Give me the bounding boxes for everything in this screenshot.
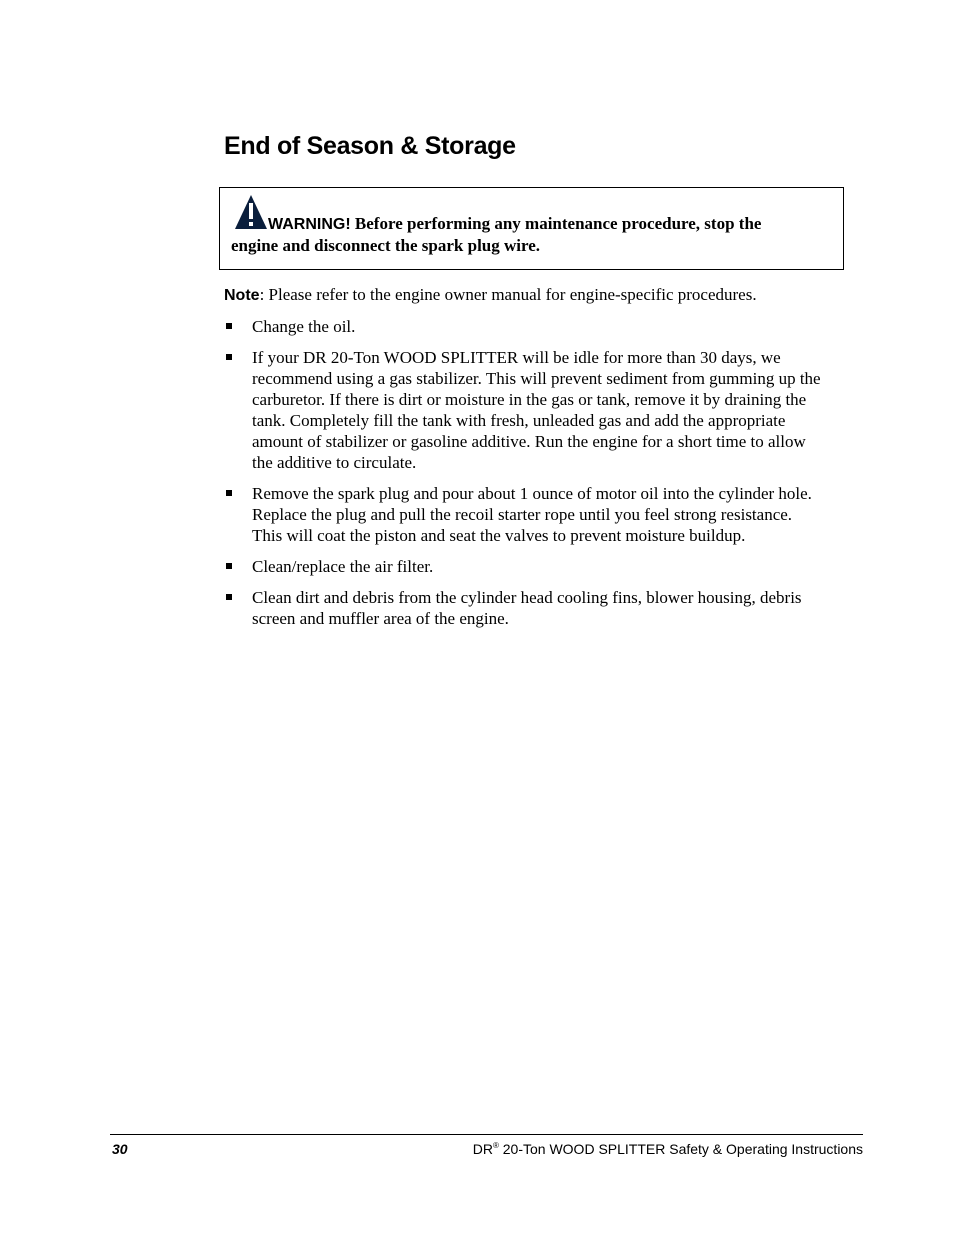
list-item-line: If your DR 20-Ton WOOD SPLITTER will be idle for more than 30 days, we: [252, 348, 781, 367]
list-item: [224, 347, 864, 473]
page-number: 30: [112, 1141, 128, 1157]
list-item-line: tank. Completely fill the tank with fresh, unleaded gas and add the appropriate: [252, 411, 786, 430]
warning-line-1: [268, 214, 761, 234]
warning-triangle-icon: [234, 194, 268, 230]
list-item: [224, 556, 864, 577]
list-item: [224, 587, 864, 629]
list-item-line: the additive to circulate.: [252, 453, 417, 472]
registered-mark: ®: [492, 1141, 499, 1150]
bullet-square-icon: [226, 323, 232, 329]
bullet-square-icon: [226, 563, 232, 569]
list-item: [224, 483, 864, 546]
note: [224, 285, 757, 305]
page-title: End of Season & Storage: [224, 132, 516, 160]
note-label: Note: [224, 287, 260, 304]
list-item-line: Clean dirt and debris from the cylinder head cooling fins, blower housing, debris: [252, 588, 802, 607]
maintenance-list: [224, 316, 864, 639]
list-item-line: This will coat the piston and seat the valves to prevent moisture buildup.: [252, 526, 746, 545]
note-text: : Please refer to the engine owner manual for engine-specific procedures.: [259, 285, 757, 304]
warning-text-1: Before performing any maintenance procedure, stop the: [350, 214, 762, 233]
warning-box: [219, 187, 844, 270]
bullet-square-icon: [226, 490, 232, 496]
list-item-line: Change the oil.: [252, 317, 356, 336]
list-item-line: Clean/replace the air filter.: [252, 557, 434, 576]
footer-divider: [110, 1134, 863, 1135]
bullet-square-icon: [226, 594, 232, 600]
list-item-line: recommend using a gas stabilizer. This will prevent sediment from gumming up the: [252, 369, 821, 388]
bullet-square-icon: [226, 354, 232, 360]
list-item-line: amount of stabilizer or gasoline additive. Run the engine for a short time to allow: [252, 432, 806, 451]
list-item-line: carburetor. If there is dirt or moisture in the gas or tank, remove it by draining the: [252, 390, 807, 409]
list-item: [224, 316, 864, 337]
footer-brand: DR: [472, 1141, 493, 1157]
footer-title: [473, 1141, 863, 1157]
list-item-line: Replace the plug and pull the recoil starter rope until you feel strong resistance.: [252, 505, 793, 524]
footer-title-text: 20-Ton WOOD SPLITTER Safety & Operating Instructions: [498, 1141, 863, 1157]
warning-label: WARNING!: [268, 216, 351, 233]
list-item-line: Remove the spark plug and pour about 1 ounce of motor oil into the cylinder hole.: [252, 484, 812, 503]
warning-line-2: engine and disconnect the spark plug wire.: [231, 236, 541, 255]
list-item-line: screen and muffler area of the engine.: [252, 609, 509, 628]
